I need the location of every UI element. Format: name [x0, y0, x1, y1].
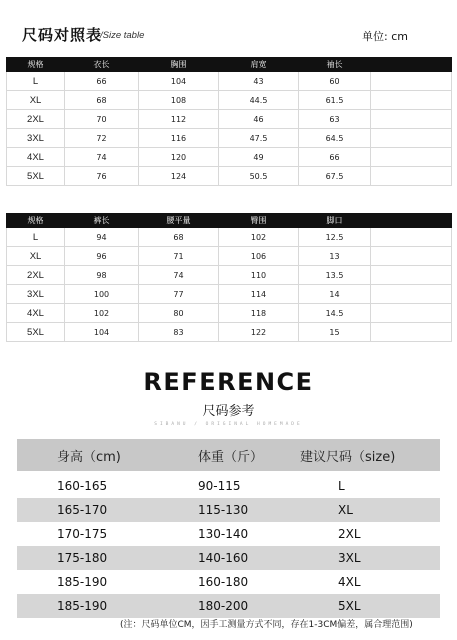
- table-row: [7, 323, 452, 342]
- table-cell: 3XL: [7, 129, 65, 148]
- reference-title: REFERENCE: [143, 368, 314, 396]
- table-cell: 14.5: [299, 304, 371, 323]
- table-cell: [371, 285, 452, 304]
- table-cell: 63: [299, 110, 371, 129]
- table-cell: 74: [65, 148, 139, 167]
- table-cell: 70: [65, 110, 139, 129]
- table-row: [17, 522, 440, 546]
- column-header: 体重（斤）: [158, 439, 286, 471]
- table-cell: 66: [65, 72, 139, 91]
- table-cell: 124: [139, 167, 219, 186]
- table-cell: 43: [219, 72, 299, 91]
- table-cell: 102: [65, 304, 139, 323]
- table-cell: 46: [219, 110, 299, 129]
- table-row: [7, 247, 452, 266]
- table-cell: 2XL: [7, 110, 65, 129]
- column-header: 臀围: [219, 214, 299, 228]
- table-row: [7, 72, 452, 91]
- column-header: 腰平量: [139, 214, 219, 228]
- column-header: 规格: [7, 58, 65, 72]
- column-header: 建议尺码（size): [286, 439, 440, 471]
- measurement-note: (注：尺码单位CM，因手工测量方式不同，存在1-3CM偏差，属合理范围): [120, 620, 413, 630]
- table-cell: [371, 129, 452, 148]
- table-header-row: [7, 214, 452, 228]
- table-cell: 160-180: [158, 570, 286, 594]
- table-cell: 180-200: [158, 594, 286, 618]
- table-row: [7, 266, 452, 285]
- table-cell: 102: [219, 228, 299, 247]
- table-cell: 49: [219, 148, 299, 167]
- table-cell: [371, 148, 452, 167]
- table-cell: 74: [139, 266, 219, 285]
- table-cell: 12.5: [299, 228, 371, 247]
- table-cell: 98: [65, 266, 139, 285]
- table-cell: 47.5: [219, 129, 299, 148]
- table-cell: 120: [139, 148, 219, 167]
- table-cell: 185-190: [17, 570, 158, 594]
- top-size-table: [6, 57, 452, 186]
- column-header: 脚口: [299, 214, 371, 228]
- table-row: [7, 228, 452, 247]
- table-cell: 116: [139, 129, 219, 148]
- table-row: [17, 546, 440, 570]
- table-cell: 44.5: [219, 91, 299, 110]
- table-cell: 71: [139, 247, 219, 266]
- table-cell: 13.5: [299, 266, 371, 285]
- table-cell: 83: [139, 323, 219, 342]
- table-cell: 4XL: [286, 570, 440, 594]
- table-cell: 115-130: [158, 498, 286, 522]
- table-row: [17, 474, 440, 498]
- column-header: 肩宽: [219, 58, 299, 72]
- table-cell: XL: [7, 91, 65, 110]
- size-chart-header: [0, 0, 457, 50]
- table-cell: 67.5: [299, 167, 371, 186]
- column-header: 胸围: [139, 58, 219, 72]
- table-cell: 114: [219, 285, 299, 304]
- table-cell: 185-190: [17, 594, 158, 618]
- page-title: 尺码对照表: [22, 26, 103, 44]
- table-cell: [371, 91, 452, 110]
- table-cell: 13: [299, 247, 371, 266]
- table-cell: 60: [299, 72, 371, 91]
- table-cell: XL: [7, 247, 65, 266]
- column-header: 身高（cm): [17, 439, 158, 471]
- table-cell: 64.5: [299, 129, 371, 148]
- column-header: [371, 58, 452, 72]
- table-cell: 100: [65, 285, 139, 304]
- table-cell: [371, 167, 452, 186]
- table-cell: 68: [65, 91, 139, 110]
- table-cell: XL: [286, 498, 440, 522]
- table-cell: [371, 247, 452, 266]
- page-subtitle: /Size table: [100, 30, 145, 41]
- table-cell: 2XL: [286, 522, 440, 546]
- reference-subtitle: 尺码参考: [202, 404, 255, 419]
- table-cell: 4XL: [7, 148, 65, 167]
- column-header: [371, 214, 452, 228]
- table-cell: 72: [65, 129, 139, 148]
- table-row: [17, 594, 440, 618]
- table-cell: 96: [65, 247, 139, 266]
- table-cell: 68: [139, 228, 219, 247]
- reference-size-table: [17, 439, 440, 618]
- table-cell: L: [7, 228, 65, 247]
- table-cell: 108: [139, 91, 219, 110]
- reference-tagline: SIBANU / ORIGINAL HOMEMADE: [154, 422, 303, 427]
- table-cell: 5XL: [286, 594, 440, 618]
- column-header: 袖长: [299, 58, 371, 72]
- table-cell: 165-170: [17, 498, 158, 522]
- table-cell: 94: [65, 228, 139, 247]
- table-cell: 110: [219, 266, 299, 285]
- table-row: [7, 148, 452, 167]
- table-cell: 118: [219, 304, 299, 323]
- bottom-size-table: [6, 213, 452, 342]
- table-row: [7, 304, 452, 323]
- table-cell: 3XL: [286, 546, 440, 570]
- table-row: [7, 129, 452, 148]
- table-cell: 4XL: [7, 304, 65, 323]
- table-cell: 130-140: [158, 522, 286, 546]
- column-header: 衣长: [65, 58, 139, 72]
- table-cell: 5XL: [7, 167, 65, 186]
- table-cell: 90-115: [158, 474, 286, 498]
- unit-label: 单位: cm: [362, 30, 408, 43]
- table-cell: [371, 266, 452, 285]
- table-cell: 170-175: [17, 522, 158, 546]
- table-cell: [371, 72, 452, 91]
- table-row: [17, 498, 440, 522]
- table-cell: 104: [139, 72, 219, 91]
- column-header: 规格: [7, 214, 65, 228]
- table-cell: 140-160: [158, 546, 286, 570]
- table-row: [7, 285, 452, 304]
- table-cell: 50.5: [219, 167, 299, 186]
- table-header-row: [7, 58, 452, 72]
- table-cell: 106: [219, 247, 299, 266]
- table-cell: 15: [299, 323, 371, 342]
- table-cell: 175-180: [17, 546, 158, 570]
- table-cell: [371, 228, 452, 247]
- table-cell: 77: [139, 285, 219, 304]
- table-row: [7, 110, 452, 129]
- table-row: [7, 167, 452, 186]
- table-cell: 76: [65, 167, 139, 186]
- table-cell: [371, 304, 452, 323]
- table-cell: 3XL: [7, 285, 65, 304]
- table-cell: 80: [139, 304, 219, 323]
- table-cell: 5XL: [7, 323, 65, 342]
- table-cell: 122: [219, 323, 299, 342]
- table-cell: 112: [139, 110, 219, 129]
- table-cell: [371, 323, 452, 342]
- table-cell: L: [7, 72, 65, 91]
- table-cell: 160-165: [17, 474, 158, 498]
- table-cell: 104: [65, 323, 139, 342]
- table-cell: L: [286, 474, 440, 498]
- table-cell: 66: [299, 148, 371, 167]
- table-row: [17, 570, 440, 594]
- table-cell: 61.5: [299, 91, 371, 110]
- table-cell: 14: [299, 285, 371, 304]
- column-header: 裤长: [65, 214, 139, 228]
- table-cell: [371, 110, 452, 129]
- table-cell: 2XL: [7, 266, 65, 285]
- table-row: [7, 91, 452, 110]
- table-header-row: [17, 439, 440, 471]
